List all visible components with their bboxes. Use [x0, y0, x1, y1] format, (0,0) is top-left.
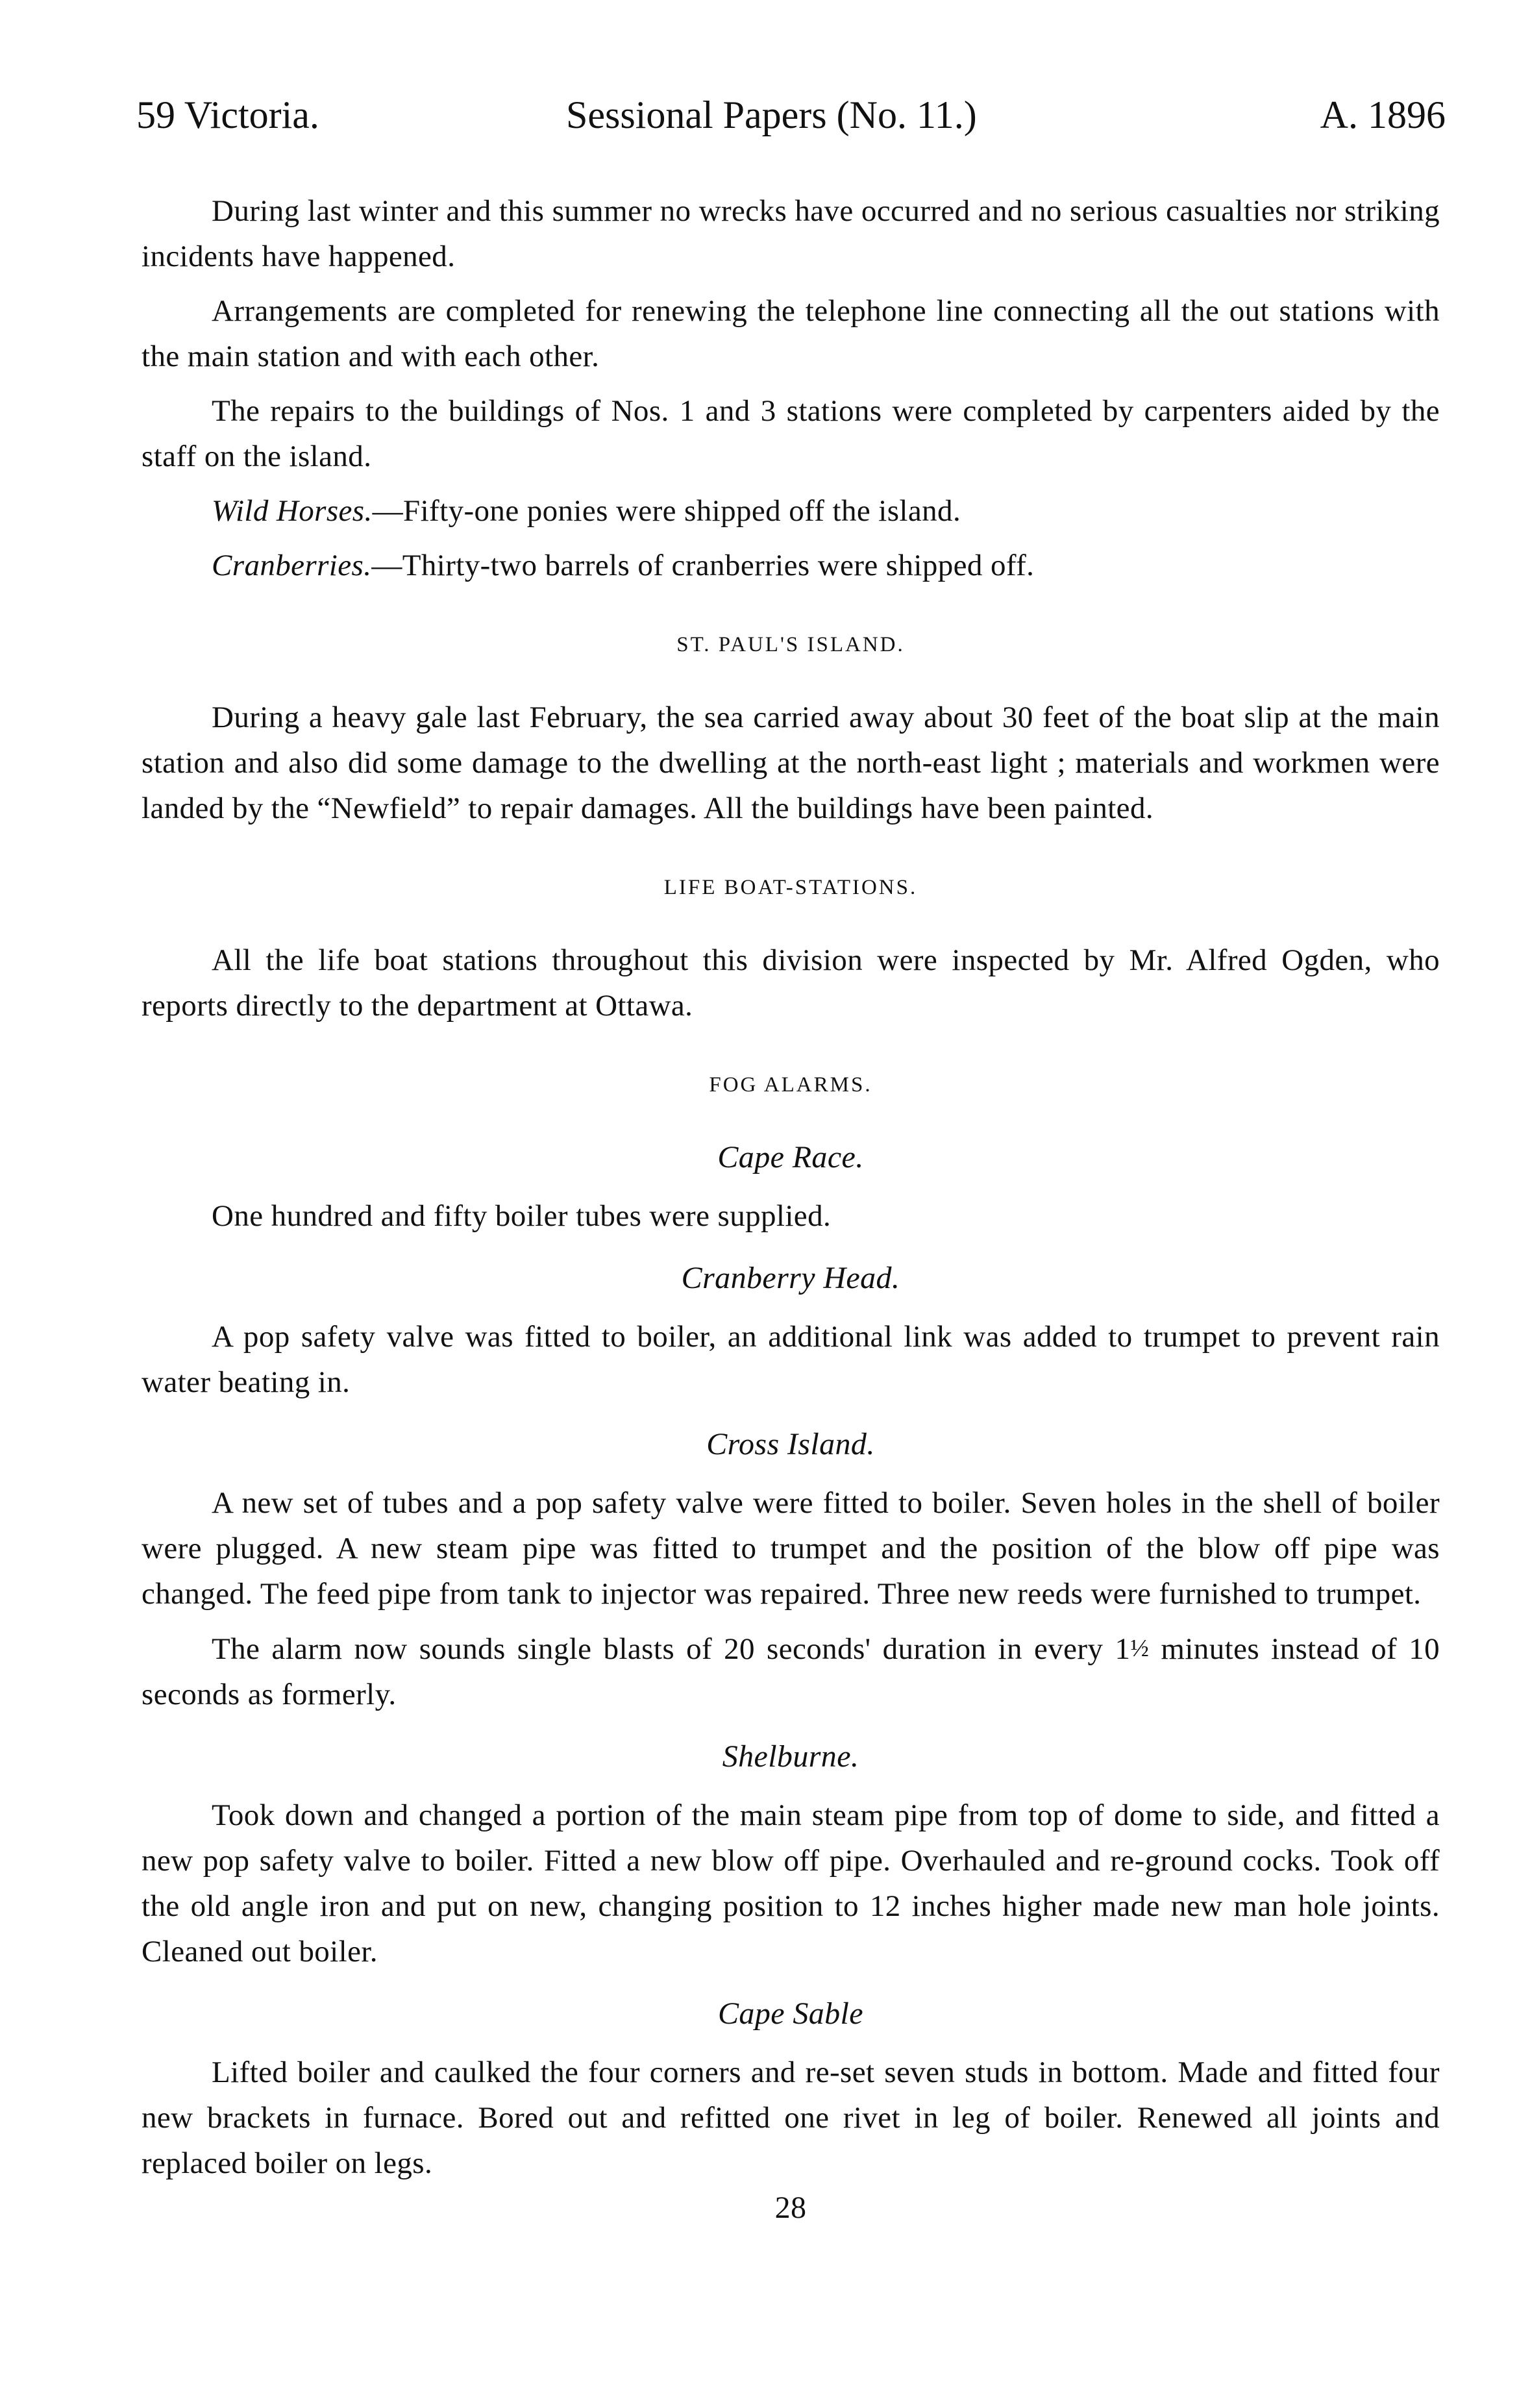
intro-paragraph-telephone: Arrangements are completed for renewing the telephone line connecting all the out stations with the main station and with each other. — [142, 294, 1440, 373]
header-year: A. 1896 — [1320, 93, 1446, 136]
cranberries-label: Cranberries. — [212, 549, 372, 582]
cape-race-paragraph: One hundred and fifty boiler tubes were supplied. — [212, 1199, 832, 1233]
header-session: 59 Victoria. — [136, 93, 319, 136]
wild-horses-paragraph — [142, 488, 1440, 534]
intro-paragraph-wrecks: During last winter and this summer no wrecks have occurred and no serious casualties nor striking incidents have happened. — [142, 194, 1440, 273]
subheading-cape-sable: Cape Sable — [718, 1996, 863, 2031]
wild-horses-label: Wild Horses. — [212, 494, 373, 528]
cranberries-paragraph — [142, 543, 1440, 588]
fraction-half: ½ — [1130, 1635, 1150, 1662]
cross-island-alarm-paragraph — [142, 1626, 1440, 1717]
shelburne-paragraph: Took down and changed a portion of the main steam pipe from top of dome to side, and fitted a new pop safety valve to boiler. Fitted a new blow off pipe. Overhauled and re-ground cocks. Took off the old angle iron and put on new, changing position to 12 inches higher made new man hole joints. Cleaned out boiler. — [142, 1798, 1440, 1968]
cape-sable-paragraph: Lifted boiler and caulked the four corners and re-set seven studs in bottom. Made and fitted four new brackets in furnace. Bored out and refitted one rivet in leg of boiler. Renewed all joints and replaced boiler on legs. — [142, 2055, 1440, 2180]
subheading-cross-island: Cross Island. — [706, 1427, 875, 1461]
running-header — [136, 92, 1446, 138]
cross-island-paragraph: A new set of tubes and a pop safety valve were fitted to boiler. Seven holes in the shell of boiler were plugged. A new steam pipe was fitted to trumpet and the position of the blow off pipe was changed. The feed pipe from tank to injector was repaired. Three new reeds were furnished to trumpet. — [142, 1486, 1440, 1611]
cranberries-text: —Thirty-two barrels of cranberries were shipped off. — [371, 549, 1035, 582]
alarm-text-end: minutes instead of 10 seconds as formerly. — [142, 1632, 1440, 1711]
st-pauls-paragraph: During a heavy gale last February, the sea carried away about 30 feet of the boat slip at the main station and also did some damage to the dwelling at the north-east light ; materials and workmen were landed by the “Newfield” to repair damages. All the buildings have been painted. — [142, 701, 1440, 825]
alarm-text-start: The alarm now sounds single blasts of 20 seconds' duration in every 1 — [212, 1632, 1131, 1666]
life-boat-paragraph: All the life boat stations throughout this division were inspected by Mr. Alfred Ogden, who reports directly to the department at Ottawa. — [142, 943, 1440, 1023]
header-title: Sessional Papers (No. 11.) — [566, 93, 977, 136]
page-number: 28 — [774, 2191, 807, 2225]
cranberry-head-paragraph: A pop safety valve was fitted to boiler, an additional link was added to trumpet to prevent rain water beating in. — [142, 1320, 1440, 1399]
subheading-cape-race: Cape Race. — [717, 1140, 864, 1174]
report-body — [142, 188, 1440, 2225]
section-heading-fog-alarms: FOG ALARMS. — [709, 1073, 872, 1097]
intro-paragraph-repairs: The repairs to the buildings of Nos. 1 and 3 stations were completed by carpenters aided by the staff on the island. — [142, 394, 1440, 473]
section-heading-life-boat: LIFE BOAT-STATIONS. — [663, 876, 918, 899]
subheading-shelburne: Shelburne. — [722, 1739, 859, 1774]
section-heading-st-pauls: ST. PAUL'S ISLAND. — [676, 633, 905, 656]
subheading-cranberry-head: Cranberry Head. — [681, 1261, 900, 1295]
wild-horses-text: —Fifty-one ponies were shipped off the island. — [372, 494, 961, 528]
